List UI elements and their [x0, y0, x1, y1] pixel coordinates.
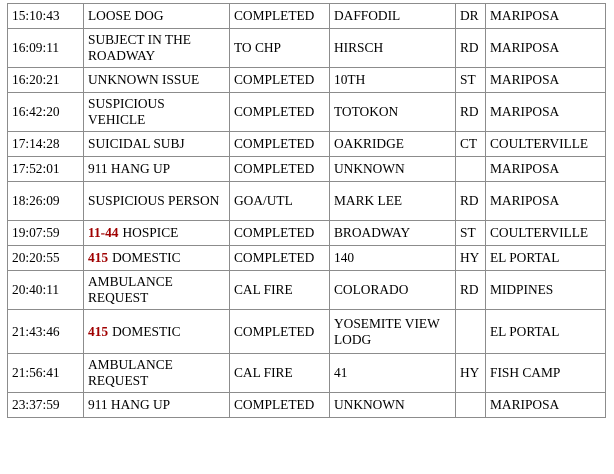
- street-suffix-cell: RD: [456, 182, 486, 221]
- time-cell: 20:40:11: [8, 271, 84, 310]
- street-suffix-cell: [456, 157, 486, 182]
- street-suffix-cell: [456, 310, 486, 354]
- time-cell: 17:52:01: [8, 157, 84, 182]
- call-type-cell: [84, 246, 230, 271]
- call-type-cell: [84, 310, 230, 354]
- city-cell: COULTERVILLE: [486, 221, 606, 246]
- call-type-cell: [84, 157, 230, 182]
- call-type-cell: [84, 271, 230, 310]
- call-log-body: [8, 4, 606, 418]
- disposition-cell: COMPLETED: [230, 393, 330, 418]
- table-row: [8, 246, 606, 271]
- call-type-cell: [84, 68, 230, 93]
- city-cell: MIDPINES: [486, 271, 606, 310]
- call-type: UNKNOWN ISSUE: [88, 72, 200, 87]
- call-type: 911 HANG UP: [88, 161, 171, 176]
- street-cell: 41: [330, 354, 456, 393]
- table-row: [8, 271, 606, 310]
- time-cell: 18:26:09: [8, 182, 84, 221]
- call-type: DOMESTIC: [112, 323, 181, 339]
- call-code: 415: [88, 250, 109, 265]
- disposition-cell: COMPLETED: [230, 157, 330, 182]
- call-type-cell: [84, 393, 230, 418]
- call-type: SUSPICIOUS VEHICLE: [88, 96, 165, 127]
- time-cell: 19:07:59: [8, 221, 84, 246]
- table-row: [8, 93, 606, 132]
- city-cell: EL PORTAL: [486, 246, 606, 271]
- call-type: SUICIDAL SUBJ: [88, 136, 185, 151]
- time-cell: 23:37:59: [8, 393, 84, 418]
- call-log-table: [7, 3, 606, 418]
- street-suffix-cell: RD: [456, 271, 486, 310]
- call-type-cell: [84, 221, 230, 246]
- street-suffix-cell: RD: [456, 93, 486, 132]
- disposition-cell: COMPLETED: [230, 246, 330, 271]
- street-suffix-cell: CT: [456, 132, 486, 157]
- call-type-cell: [84, 4, 230, 29]
- call-code: 11-44: [88, 225, 119, 240]
- street-suffix-cell: HY: [456, 246, 486, 271]
- street-cell: COLORADO: [330, 271, 456, 310]
- street-cell: MARK LEE: [330, 182, 456, 221]
- city-cell: FISH CAMP: [486, 354, 606, 393]
- call-type-cell: [84, 93, 230, 132]
- street-cell: HIRSCH: [330, 29, 456, 68]
- city-cell: EL PORTAL: [486, 310, 606, 354]
- table-row: [8, 29, 606, 68]
- call-type: AMBULANCE REQUEST: [88, 274, 173, 305]
- street-suffix-cell: RD: [456, 29, 486, 68]
- city-cell: MARIPOSA: [486, 93, 606, 132]
- call-type-cell: [84, 132, 230, 157]
- disposition-cell: CAL FIRE: [230, 354, 330, 393]
- time-cell: 21:56:41: [8, 354, 84, 393]
- time-cell: 21:43:46: [8, 310, 84, 354]
- city-cell: MARIPOSA: [486, 157, 606, 182]
- call-type: 911 HANG UP: [88, 397, 171, 412]
- street-cell: OAKRIDGE: [330, 132, 456, 157]
- time-cell: 16:20:21: [8, 68, 84, 93]
- call-log-container: [7, 3, 606, 418]
- time-cell: 16:42:20: [8, 93, 84, 132]
- call-type: DOMESTIC: [112, 250, 181, 265]
- street-suffix-cell: ST: [456, 221, 486, 246]
- city-cell: COULTERVILLE: [486, 132, 606, 157]
- time-cell: 17:14:28: [8, 132, 84, 157]
- disposition-cell: COMPLETED: [230, 310, 330, 354]
- call-type: AMBULANCE REQUEST: [88, 357, 173, 388]
- street-cell: YOSEMITE VIEW LODG: [330, 310, 456, 354]
- street-cell: BROADWAY: [330, 221, 456, 246]
- disposition-cell: COMPLETED: [230, 132, 330, 157]
- street-suffix-cell: HY: [456, 354, 486, 393]
- time-cell: 16:09:11: [8, 29, 84, 68]
- table-row: [8, 157, 606, 182]
- disposition-cell: CAL FIRE: [230, 271, 330, 310]
- call-type-cell: [84, 29, 230, 68]
- call-type-cell: [84, 354, 230, 393]
- disposition-cell: COMPLETED: [230, 93, 330, 132]
- city-cell: MARIPOSA: [486, 4, 606, 29]
- table-row: [8, 310, 606, 354]
- street-suffix-cell: DR: [456, 4, 486, 29]
- table-row: [8, 221, 606, 246]
- call-type: LOOSE DOG: [88, 8, 164, 23]
- table-row: [8, 393, 606, 418]
- call-type: SUBJECT IN THE ROADWAY: [88, 32, 191, 63]
- time-cell: 20:20:55: [8, 246, 84, 271]
- street-suffix-cell: ST: [456, 68, 486, 93]
- disposition-cell: GOA/UTL: [230, 182, 330, 221]
- call-type: SUSPICIOUS PERSON: [88, 193, 220, 208]
- disposition-cell: COMPLETED: [230, 221, 330, 246]
- disposition-cell: TO CHP: [230, 29, 330, 68]
- street-cell: 10TH: [330, 68, 456, 93]
- call-type: HOSPICE: [122, 225, 179, 240]
- city-cell: MARIPOSA: [486, 182, 606, 221]
- call-type-cell: [84, 182, 230, 221]
- disposition-cell: COMPLETED: [230, 68, 330, 93]
- table-row: [8, 354, 606, 393]
- table-row: [8, 182, 606, 221]
- street-cell: DAFFODIL: [330, 4, 456, 29]
- table-row: [8, 4, 606, 29]
- street-cell: UNKNOWN: [330, 157, 456, 182]
- street-cell: UNKNOWN: [330, 393, 456, 418]
- street-cell: 140: [330, 246, 456, 271]
- table-row: [8, 132, 606, 157]
- city-cell: MARIPOSA: [486, 393, 606, 418]
- street-suffix-cell: [456, 393, 486, 418]
- city-cell: MARIPOSA: [486, 68, 606, 93]
- time-cell: 15:10:43: [8, 4, 84, 29]
- street-cell: TOTOKON: [330, 93, 456, 132]
- table-row: [8, 68, 606, 93]
- call-code: 415: [88, 323, 109, 339]
- disposition-cell: COMPLETED: [230, 4, 330, 29]
- city-cell: MARIPOSA: [486, 29, 606, 68]
